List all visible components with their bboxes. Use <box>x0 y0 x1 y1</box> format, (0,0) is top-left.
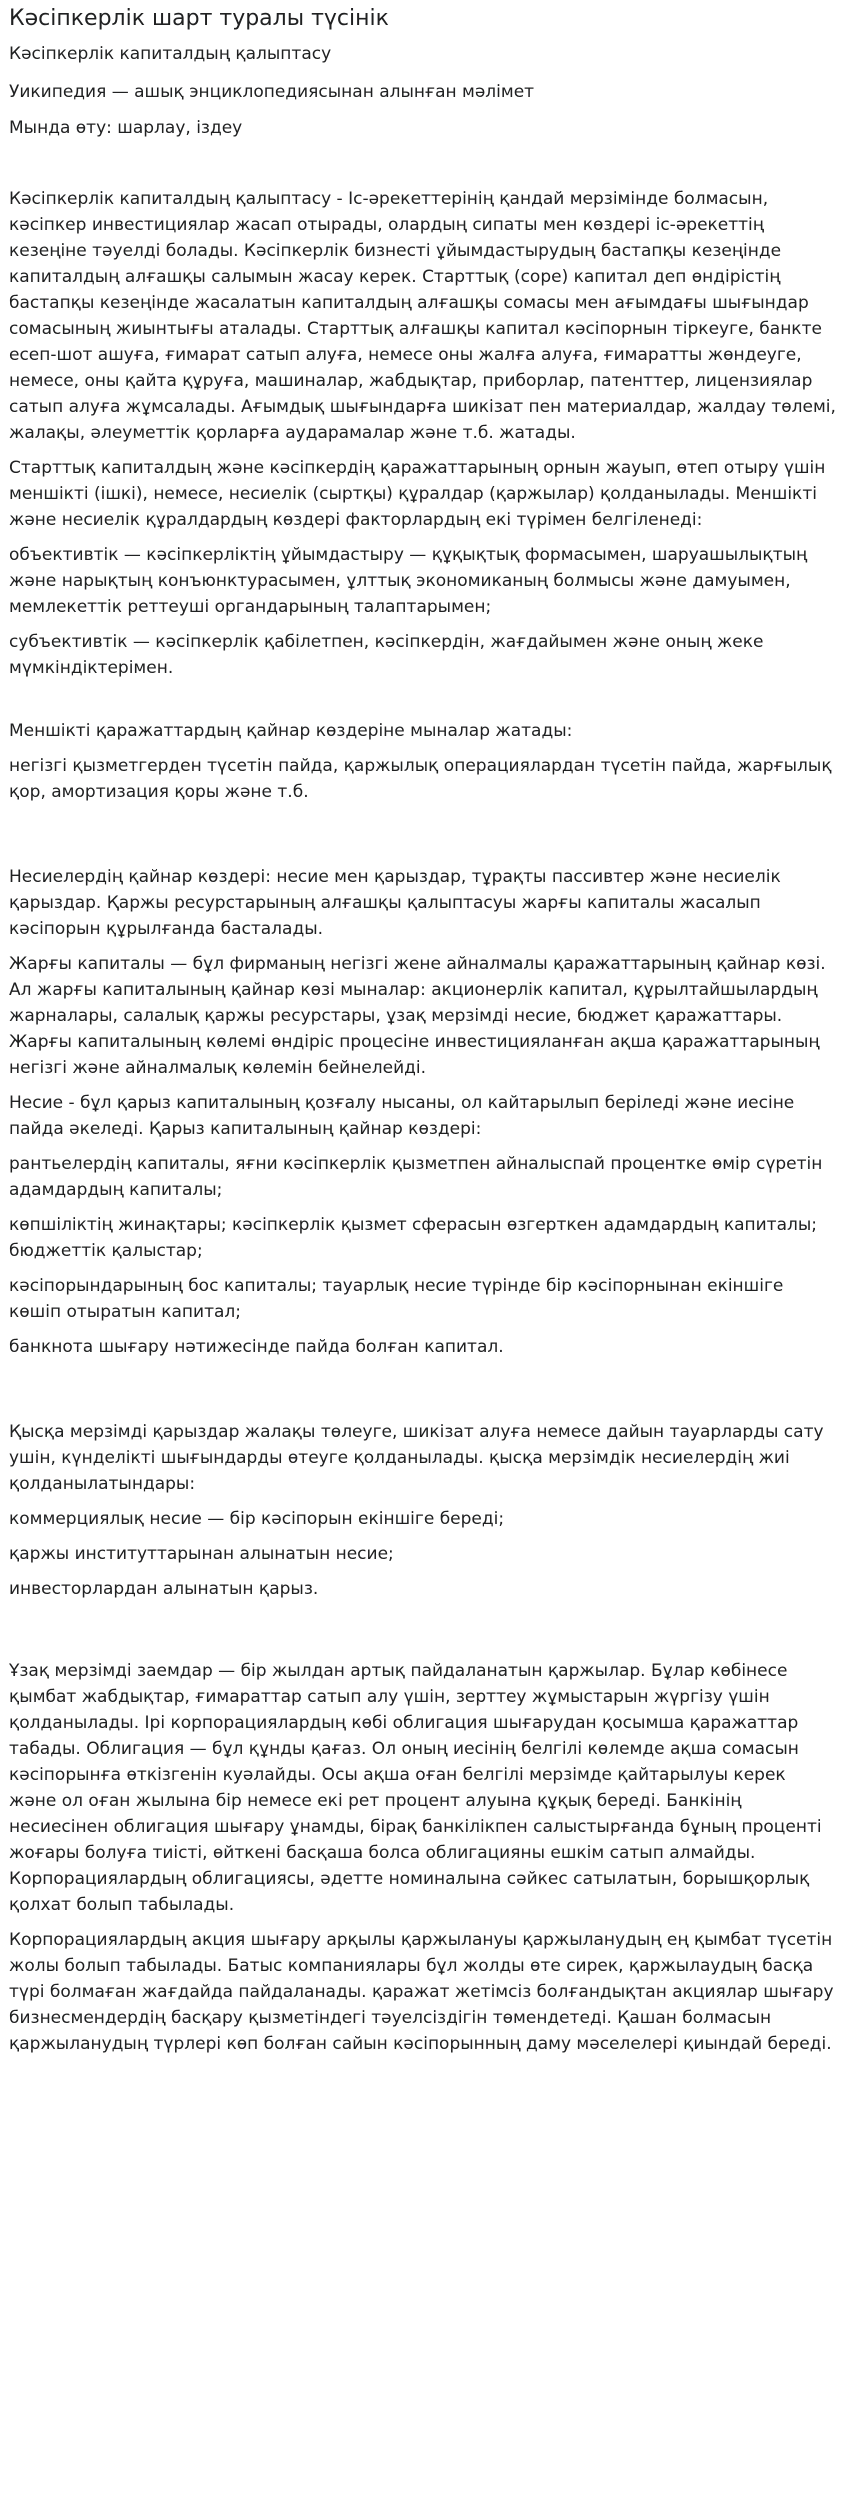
paragraph: Қысқа мерзімді қарыздар жалақы төлеуге, шикізат алуға немесе дайын тауарларды сату ушін, күнделікті шығындарды өтеуге қолданылады. қысқа мерзімдік несиелердің жиі қолданылатындары: <box>9 1422 824 1494</box>
paragraph: Меншікті қаражаттардың қайнар көздеріне мыналар жатады: <box>9 721 573 741</box>
paragraph: инвесторлардан алынатын қарыз. <box>9 1579 319 1599</box>
article-body <box>9 186 838 2057</box>
jump-links <box>9 116 838 140</box>
search-link[interactable]: іздеу <box>196 118 243 138</box>
paragraph: коммерциялық несие — бір кәсіпорын екіншіге береді; <box>9 1509 505 1529</box>
paragraph: объективтік — кәсіпкерліктің ұйымдастыру — құқықтық формасымен, шаруашылықтың және нарықтың конъюнктурасымен, ұлттық экономиканың болмысы және дамуымен, мемлекеттік реттеуші органдарының талаптарымен; <box>9 545 808 617</box>
jump-separator: , <box>185 118 197 138</box>
article-subtitle: Кәсіпкерлік капиталдың қалыптасу <box>9 44 332 64</box>
paragraph: Корпорациялардың акция шығару арқылы қаржылануы қаржыланудың ең қымбат түсетін жолы болып табылады. Батыс компаниялары бұл жолды өте сирек, қаржылаудың басқа түрі болмаған жағдайда пайдаланады. қаражат жетімсіз болғандықтан акциялар шығару бизнесмендердің басқару қызметіндегі тәуелсіздігін төмендетеді. Қашан болмасын қаржыланудың түрлері көп болған сайын кәсіпорынның даму мәселелері қиындай береді. <box>9 1930 834 2054</box>
paragraph: көпшіліктің жинақтары; кәсіпкерлік қызмет сферасын өзгерткен адамдардың капиталы; бюджеттік қалыстар; <box>9 1215 817 1261</box>
paragraph: қаржы институттарынан алынатын несие; <box>9 1544 394 1564</box>
paragraph: банкнота шығару нәтижесінде пайда болған капитал. <box>9 1337 504 1357</box>
site-tagline: Уикипедия — ашық энциклопедиясынан алынған мәлімет <box>9 82 535 102</box>
paragraph: кәсіпорындарының бос капиталы; тауарлық несие түрінде бір кәсіпорнынан екіншіге көшіп отыратын капитал; <box>9 1276 784 1322</box>
paragraph: негізгі қызметгерден түсетін пайда, қаржылық операциялардан түсетін пайда, жарғылық қор, амортизация қоры және т.б. <box>9 756 832 802</box>
paragraph: субъективтік — кәсіпкерлік қабілетпен, кәсіпкердін, жағдайымен және оның жеке мүмкіндіктерімен. <box>9 632 764 678</box>
paragraph: Кәсіпкерлік капиталдың қалыптасу - Іс-әрекеттерінің қандай мерзімінде болмасын, кәсіпкер инвестициялар жасап отырады, олардың сипаты мен көздері іс-әрекеттің кезеңіне тәуелді болады. Кәсіпкерлік бизнесті ұйымдастырудың бастапқы кезеңінде капиталдың алғашқы салымын жасау керек. Старттық (соре) капитал деп өндірістің бастапқы кезеңінде жасалатын капиталдың алғашқы сомасы мен ағымдағы шығындар сомасының жиынтығы аталады. Старттық алғашқы капитал кәсіпорнын тіркеуге, банкте есеп-шот ашуға, ғимарат сатып алуға, немесе оны жалға алуға, ғимаратты жөндеуге, немесе, оны қайта құруға, машиналар, жабдықтар, приборлар, патенттер, лицензиялар сатып алуға жұмсалады. Ағымдық шығындарға шикізат пен материалдар, жалдау төлемі, жалақы, әлеуметтік қорларға аударамалар және т.б. жатады. <box>9 189 836 443</box>
paragraph: Жарғы капиталы — бұл фирманың негізгі жене айналмалы қаражаттарының қайнар көзі. Ал жарғы капиталының қайнар көзі мыналар: акционерлік капитал, құрылтайшылардың жарналары, салалық қаржы ресурстары, ұзақ мерзімді несие, бюджет қаражаттары. Жарғы капиталының көлемі өндіріс процесіне инвестицияланған ақша қаражаттарының негізгі және айналмалық көлемін бейнелейді. <box>9 954 826 1078</box>
jump-prefix: Мында өту: <box>9 118 118 138</box>
paragraph: Несие - бұл қарыз капиталының қозғалу нысаны, ол кайтарылып беріледі және иесіне пайда әкеледі. Қарыз капиталының қайнар көздері: <box>9 1093 795 1139</box>
paragraph: Ұзақ мерзімді заемдар — бір жылдан артық пайдаланатын қаржылар. Бұлар көбінесе қымбат жабдықтар, ғимараттар сатып алу үшін, зерттеу жұмыстарын жүргізу үшін қолданылады. Ірі корпорациялардың көбі облигация шығарудан қосымша қаражаттар табады. Облигация — бұл құнды қағаз. Ол оның иесінің белгілі көлемде ақша сомасын кәсіпорынға өткізгенін куәлайды. Осы ақша оған белгілі мерзімде қайтарылуы керек және ол оған жылына бір немесе екі рет процент алуына құқық береді. Банкінің несиесінен облигация шығару ұнамды, бірақ банкілікпен салыстырғанда бұның проценті жоғары болуға тиісті, өйткені басқаша болса облигацияны ешкім сатып алмайды. Корпорациялардың облигациясы, әдетте номиналына сәйкес сатылатын, борышқорлық қолхат болып табылады. <box>9 1661 822 1915</box>
navigation-link[interactable]: шарлау <box>117 118 186 138</box>
paragraph: рантьелердің капиталы, яғни кәсіпкерлік қызметпен айналыспай процентке өмір сүретін адамдардың капиталы; <box>9 1154 823 1200</box>
page-title: Кәсіпкерлік шарт туралы түсінік <box>9 6 389 31</box>
paragraph: Старттық капиталдың және кәсіпкердің қаражаттарының орнын жауып, өтеп отыру үшін меншікті (ішкі), немесе, несиелік (сыртқы) құралдар (қаржылар) қолданылады. Меншікті және несиелік құралдардың көздері факторлардың екі түрімен белгіленеді: <box>9 458 826 530</box>
paragraph: Несиелердің қайнар көздері: несие мен қарыздар, тұрақты пассивтер және несиелік қарыздар. Қаржы ресурстарының алғашқы қалыптасуы жарғы капиталы жасалып кәсіпорын құрылғанда басталады. <box>9 867 781 939</box>
